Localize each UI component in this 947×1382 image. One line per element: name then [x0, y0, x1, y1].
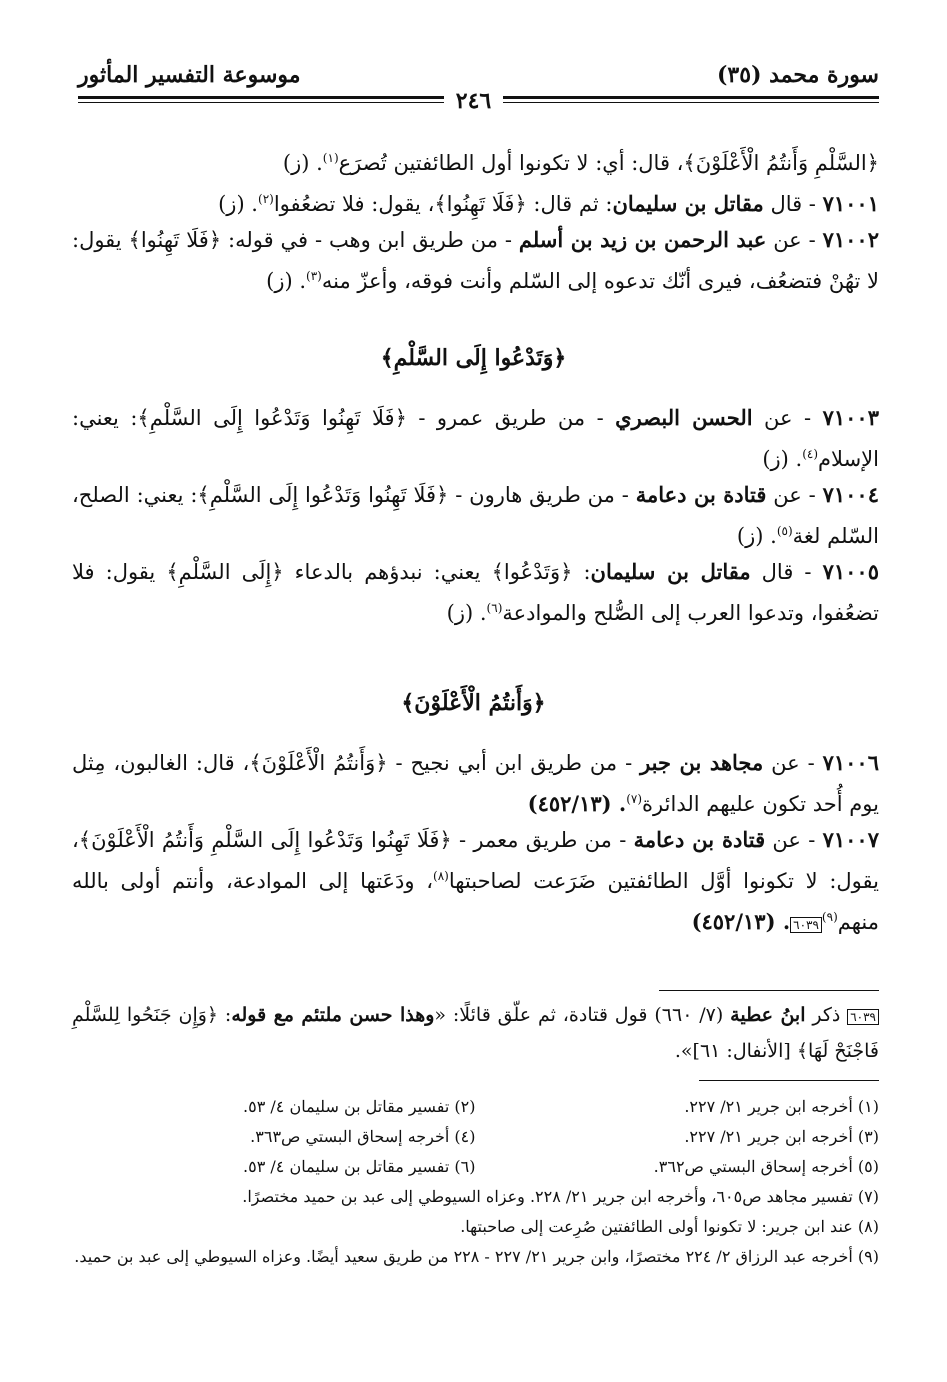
footnote-ref[interactable]: (٧)	[626, 792, 643, 806]
page-number: ٢٤٦	[444, 88, 503, 114]
footnote-5: (٥) أخرجه إسحاق البستي ص٣٦٢.	[653, 1157, 879, 1176]
note-author: ابنُ عطية	[730, 1004, 806, 1026]
narrator-name: قتادة بن دعامة	[635, 482, 767, 507]
entry-text: : ﴿وَتَدْعُوا﴾ يعني: نبدؤهم بالدعاء ﴿إِلَى السَّلْمِ﴾ يقول: فلا تضعُفوا، وتدعوا العرب إلى الصُّلح والموادعة	[72, 560, 879, 625]
narrator-name: مجاهد بن جبر	[640, 750, 764, 775]
entry-number: ٧١٠٠٢	[822, 227, 879, 252]
marker: . (ز)	[446, 601, 487, 625]
entry-number: ٧١٠٠٥	[822, 559, 879, 584]
marker: . (ز)	[266, 269, 307, 293]
entry-prefix: - عن	[763, 751, 823, 775]
block-3	[72, 745, 879, 943]
entry-prefix: - عن	[766, 483, 823, 507]
footnote-ref[interactable]: (٣)	[306, 269, 322, 283]
marker: . (٤٥٢/١٣)	[691, 909, 791, 934]
entry-71007	[72, 822, 879, 943]
entry-number: ٧١٠٠٣	[822, 405, 879, 430]
entry-71003	[72, 400, 879, 477]
footnote-separator	[699, 1080, 879, 1081]
continuation-text: ﴿السَّلْمِ وَأَنتُمُ الْأَعْلَوْنَ﴾، قال: أي: لا تكونوا أول الطائفتين تُصرَع	[338, 151, 879, 175]
footnote-1: (١) أخرجه ابن جرير ٢١/ ٢٢٧.	[684, 1097, 879, 1116]
entry-text: - من طريق عمرو - ﴿فَلَا تَهِنُوا وَتَدْعُوا إِلَى السَّلْمِ﴾: يعني: الإسلام	[72, 406, 879, 471]
entry-text: - من طريق ابن وهب - في قوله: ﴿فَلَا تَهِنُوا﴾ يقول: لا تهُنْ فتضعُف، فيرى أنّك تدعوه إلى السّلم وأنت فوقه، وأعزّ منه	[72, 228, 879, 293]
entry-prefix: - عن	[766, 228, 823, 252]
note-text-continued: : ﴿وَإِن جَنَحُوا لِلسَّلْمِ فَاجْنَحْ لَهَا﴾ [الأنفال: ٦١]».	[72, 1004, 879, 1062]
section-heading-2: ﴿وَأَنتُمُ الْأَعْلَوْنَ﴾	[401, 690, 546, 716]
entry-text: : ثم قال: ﴿فَلَا تَهِنُوا﴾، يقول: فلا تضعُفوا	[273, 192, 613, 216]
entry-prefix: - قال	[763, 192, 823, 216]
footnote-ref[interactable]: (٩)	[821, 910, 838, 924]
entry-71001	[72, 181, 879, 222]
footnote-ref[interactable]: (١)	[322, 151, 339, 165]
narrator-name: مقاتل بن سليمان	[590, 559, 751, 584]
footnote-4: (٤) أخرجه إسحاق البستي ص٣٦٣.	[250, 1127, 476, 1146]
footnote-row	[72, 1122, 879, 1152]
block-1	[72, 140, 879, 299]
footnote-8: (٨) عند ابن جرير: لا تكونوا أولى الطائفتين صُرِعت إلى صاحبتها.	[460, 1217, 879, 1236]
footnote-3: (٣) أخرجه ابن جرير ٢١/ ٢٢٧.	[684, 1127, 879, 1146]
entry-text-continued: ، ودَعَتها إلى الموادعة، وأنتم أولى بالله منهم	[72, 869, 879, 934]
entry-text: - من طريق ابن أبي نجيح - ﴿وَأَنتُمُ الْأَعْلَوْنَ﴾، قال: الغالبون، مِثل يوم أُحد تكون عليهم الدائرة	[72, 751, 879, 816]
block-2	[72, 400, 879, 631]
surah-title: سورة محمد (٣٥)	[717, 62, 879, 88]
footnote-7: (٧) تفسير مجاهد ص٦٠٥، وأخرجه ابن جرير ٢١/ ٢٢٨. وعزاه السيوطي إلى عبد بن حميد مختصرًا.	[242, 1187, 879, 1206]
entry-text: - من طريق معمر - ﴿فَلَا تَهِنُوا وَتَدْعُوا إِلَى السَّلْمِ وَأَنتُمُ الْأَعْلَوْنَ﴾، يقول: لا تكونوا أوَّل الطائفتين ضَرَعت لصاحبتها	[72, 828, 880, 893]
commentary-note	[72, 998, 879, 1068]
narrator-name: الحسن البصري	[615, 405, 753, 430]
note-ref-box[interactable]: ٦٠٣٩	[790, 917, 822, 933]
entry-71005	[72, 554, 879, 631]
entry-71004	[72, 477, 879, 554]
marker: . (ز)	[762, 447, 803, 471]
footnote-ref[interactable]: (٤)	[802, 447, 819, 461]
footnote-ref[interactable]: (٨)	[433, 869, 449, 883]
marker: . (ز)	[736, 524, 777, 548]
paragraph-continuation	[72, 140, 879, 181]
entry-71002	[72, 222, 879, 299]
entry-number: ٧١٠٠٦	[822, 750, 879, 775]
footnote-ref[interactable]: (٦)	[486, 601, 503, 615]
marker: . (٤٥٢/١٣)	[527, 791, 627, 816]
narrator-name: عبد الرحمن بن زيد بن أسلم	[518, 227, 767, 252]
footnote-ref[interactable]: (٥)	[776, 524, 793, 538]
entry-prefix: - قال	[750, 560, 823, 584]
footnote-9: (٩) أخرجه عبد الرزاق ٢/ ٢٢٤ مختصرًا، وابن جرير ٢١/ ٢٢٧ - ٢٢٨ من طريق سعيد أيضًا. وعزاه السيوطي إلى عبد بن حميد.	[74, 1247, 879, 1266]
footnote-row	[72, 1152, 879, 1182]
marker: . (ز)	[282, 151, 323, 175]
page-number-wrap	[0, 88, 947, 114]
footnotes	[72, 1092, 879, 1272]
note-separator	[659, 990, 879, 991]
marker: . (ز)	[218, 192, 258, 216]
note-text: (٧/ ٦٦٠) قول قتادة، ثم علّق قائلًا: «	[434, 1004, 731, 1026]
entry-prefix: - عن	[765, 828, 823, 852]
entry-number: ٧١٠٠١	[822, 191, 879, 216]
note-quote-bold: وهذا حسن ملتئم مع قوله	[231, 1004, 435, 1026]
note-prefix: ذكر	[805, 1004, 848, 1026]
narrator-name: قتادة بن دعامة	[633, 827, 766, 852]
entry-prefix: - عن	[752, 406, 823, 430]
note-number-box: ٦٠٣٩	[847, 1009, 879, 1025]
book-title: موسوعة التفسير المأثور	[78, 62, 301, 88]
entry-text: - من طريق هارون - ﴿فَلَا تَهِنُوا وَتَدْعُوا إِلَى السَّلْمِ﴾: يعني: الصلح، السّلم لغة	[72, 483, 879, 548]
footnote-row	[72, 1092, 879, 1122]
footnote-6: (٦) تفسير مقاتل بن سليمان ٤/ ٥٣.	[243, 1157, 476, 1176]
entry-number: ٧١٠٠٤	[822, 482, 879, 507]
footnote-ref[interactable]: (٢)	[258, 192, 274, 206]
footnote-2: (٢) تفسير مقاتل بن سليمان ٤/ ٥٣.	[243, 1097, 476, 1116]
entry-number: ٧١٠٠٧	[822, 827, 879, 852]
entry-71006	[72, 745, 879, 822]
section-heading-1: ﴿وَتَدْعُوا إِلَى السَّلْمِ﴾	[380, 345, 567, 371]
narrator-name: مقاتل بن سليمان	[612, 191, 764, 216]
